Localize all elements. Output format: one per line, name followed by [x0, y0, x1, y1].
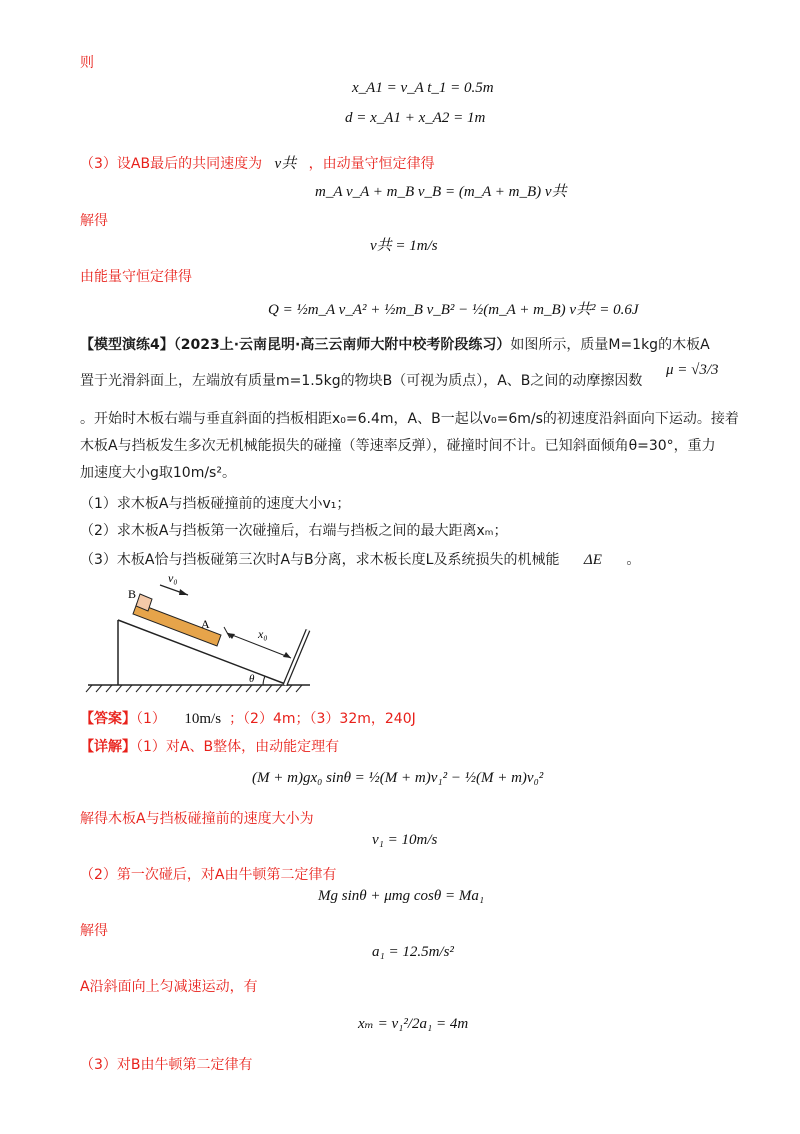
equation-kinetic-energy: (M + m)gx₀ sinθ = ½(M + m)v₁² − ½(M + m)v₀²	[252, 770, 544, 786]
step3-label: （3）设AB最后的共同速度为 v共 ，由动量守恒定律得	[80, 156, 435, 172]
equation-xa1: x_A1 = v_A t_1 = 0.5m	[352, 80, 494, 96]
label-b: B	[128, 587, 137, 601]
equation-a1: a₁ = 12.5m/s²	[372, 944, 454, 960]
label-a: A	[201, 617, 210, 631]
theta-arc	[263, 676, 265, 685]
problem-text-5: 加速度大小g取10m/s²。	[80, 465, 236, 481]
equation-v-common: v共 = 1m/s	[370, 238, 438, 254]
answer-label: 【答案】	[80, 711, 136, 727]
detail-step-2: 解得木板A与挡板碰撞前的速度大小为	[80, 811, 314, 827]
ground-hatching	[86, 685, 302, 692]
detail-step-6: （3）对B由牛顿第二定律有	[80, 1057, 253, 1073]
problem-text-2: 置于光滑斜面上，左端放有质量m=1.5kg的物块B（可视为质点），A、B之间的动摩擦因数	[80, 373, 643, 389]
incline-figure	[80, 568, 320, 698]
energy-label: 由能量守恒定律得	[80, 269, 192, 285]
equation-v1: v₁ = 10m/s	[372, 832, 438, 848]
detail-step-1: 【详解】（1）对A、B整体，由动能定理有	[80, 739, 340, 755]
answer-rest: ；（2）4m；（3）32m，240J	[229, 711, 416, 727]
question-1: （1）求木板A与挡板碰撞前的速度大小v₁；	[80, 496, 351, 512]
v-common-symbol: v共	[274, 156, 297, 172]
problem-text-4: 木板A与挡板发生多次无机械能损失的碰撞（等速率反弹），碰撞时间不计。已知斜面倾角θ=30°，重力	[80, 438, 716, 454]
then-label: 则	[80, 55, 94, 71]
detail-step-4: 解得	[80, 923, 108, 939]
equation-xm: xₘ = v₁²/2a₁ = 4m	[358, 1016, 469, 1032]
problem-tag: 【模型演练4】	[80, 337, 174, 353]
detail-label: 【详解】	[80, 739, 136, 755]
equation-momentum: m_A v_A + m_B v_B = (m_A + m_B) v共	[315, 184, 567, 200]
answer-line: 【答案】（1） 10m/s ；（2）4m；（3）32m，240J	[80, 711, 416, 727]
detail-step-5: A沿斜面向上匀减速运动，有	[80, 979, 258, 995]
solve-label-1: 解得	[80, 213, 108, 229]
equation-d: d = x_A1 + x_A2 = 1m	[345, 110, 486, 126]
label-theta: θ	[249, 673, 255, 685]
label-v0: v₀	[168, 571, 178, 585]
detail-step-3: （2）第一次碰后，对A由牛顿第二定律有	[80, 867, 337, 883]
problem-text-3: 。开始时木板右端与垂直斜面的挡板相距x₀=6.4m，A、B一起以v₀=6m/s的初速度沿斜面向下运动。接着	[80, 411, 739, 427]
delta-e-symbol: ΔE	[583, 552, 602, 568]
problem-text-1: 如图所示，质量M=1kg的木板A	[510, 337, 710, 353]
equation-newton-a: Mg sinθ + μmg cosθ = Ma₁	[318, 888, 485, 904]
problem-source: （2023上·云南昆明·高三云南师大附中校考阶段练习）	[173, 337, 511, 353]
mu-value: μ = √3/3	[666, 362, 719, 378]
answer-1-value: 10m/s	[184, 711, 222, 727]
question-2: （2）求木板A与挡板第一次碰撞后，右端与挡板之间的最大距离xₘ；	[80, 523, 508, 539]
label-x0: x₀	[258, 627, 268, 641]
problem-header	[80, 334, 710, 354]
question-3: （3）木板A恰与挡板碰第三次时A与B分离，求木板长度L及系统损失的机械能 ΔE 。	[80, 552, 641, 568]
equation-energy: Q = ½m_A v_A² + ½m_B v_B² − ½(m_A + m_B) v共² = 0.6J	[268, 302, 639, 318]
